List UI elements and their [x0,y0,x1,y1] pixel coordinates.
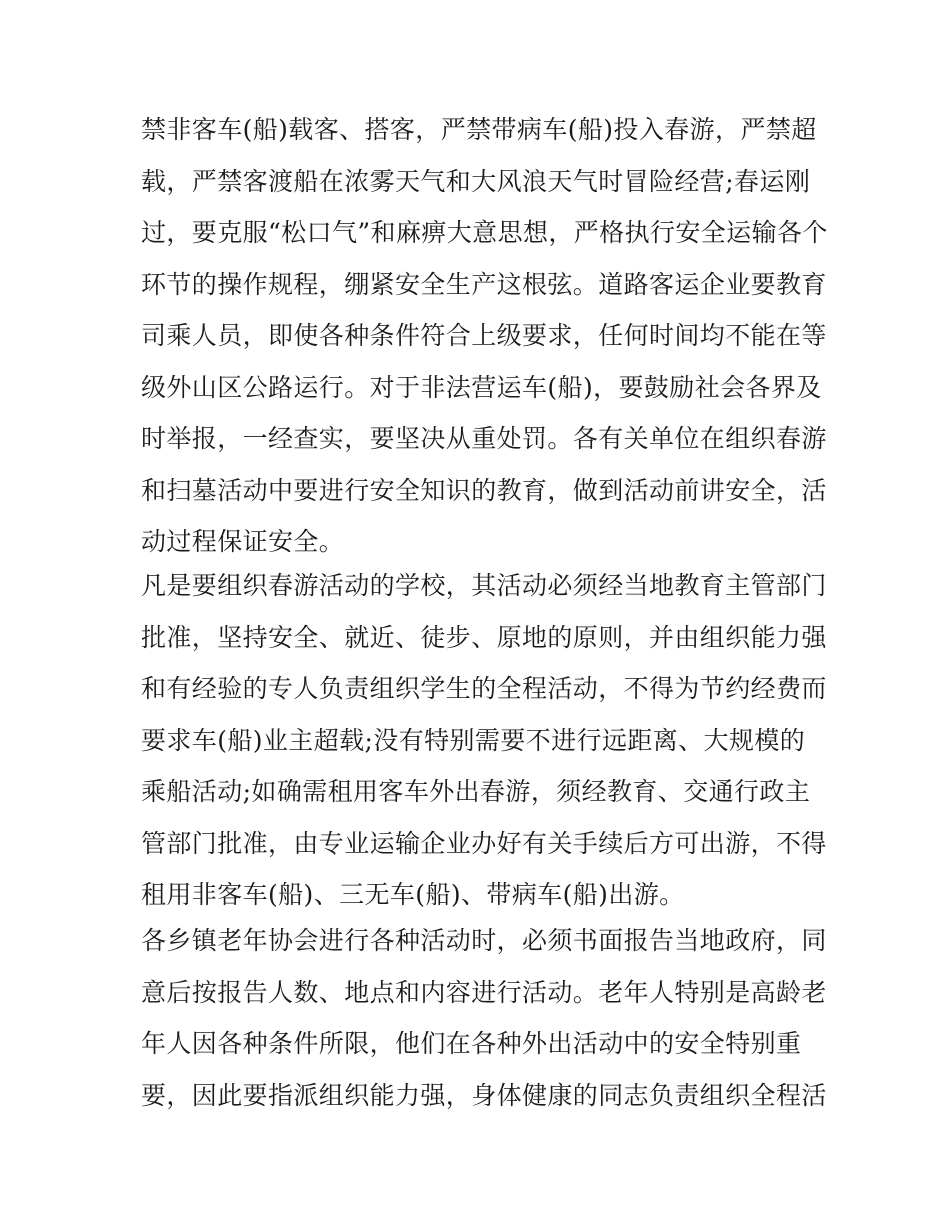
text-line: 要求车(船)业主超载;没有特别需要不进行远距离、大规模的 [141,725,806,755]
paragraph-safety-transport [141,104,828,568]
text-line: 凡是要组织春游活动的学校，其活动必须经当地教育主管部门 [141,571,827,600]
text-line: 租用非客车(船)、三无车(船)、带病车(船)出游。 [141,880,685,909]
text-line: 时举报，一经查实，要坚决从重处罚。各有关单位在组织春游 [141,424,827,453]
text-line: 禁非客车(船)载客、搭客，严禁带病车(船)投入春游，严禁超 [141,115,817,144]
text-line: 和有经验的专人负责组织学生的全程活动，不得为节约经费而 [141,674,827,703]
paragraph-elderly-activities [141,915,827,1121]
text-line: 司乘人员，即使各种条件符合上级要求，任何时间均不能在等 [141,321,827,350]
text-line: 要，因此要指派组织能力强，身体健康的同志负责组织全程活 [141,1080,827,1110]
text-line: 年人因各种条件所限，他们在各种外出活动中的安全特别重 [141,1029,802,1058]
text-line: 载，严禁客渡船在浓雾天气和大风浪天气时冒险经营;春运刚 [141,166,811,196]
text-line: 动过程保证安全。 [141,527,345,556]
text-line: 过，要克服“松口气”和麻痹大意思想，严格执行安全运输各个 [141,218,828,247]
text-line: 批准，坚持安全、就近、徒步、原地的原则，并由组织能力强 [141,622,827,652]
text-line: 各乡镇老年协会进行各种活动时，必须书面报告当地政府，同 [141,926,827,955]
text-line: 意后按报告人数、地点和内容进行活动。老年人特别是高龄老 [141,977,827,1007]
text-line: 级外山区公路运行。对于非法营运车(船)，要鼓励社会各界及 [141,372,822,402]
text-line: 管部门批准，由专业运输企业办好有关手续后方可出游，不得 [141,828,827,858]
text-line: 和扫墓活动中要进行安全知识的教育，做到活动前讲安全，活 [141,475,827,505]
paragraph-school-outings [141,560,827,921]
text-line: 乘船活动;如确需租用客车外出春游，须经教育、交通行政主 [141,777,811,806]
text-line: 环节的操作规程，绷紧安全生产这根弦。道路客运企业要教育 [141,269,827,299]
